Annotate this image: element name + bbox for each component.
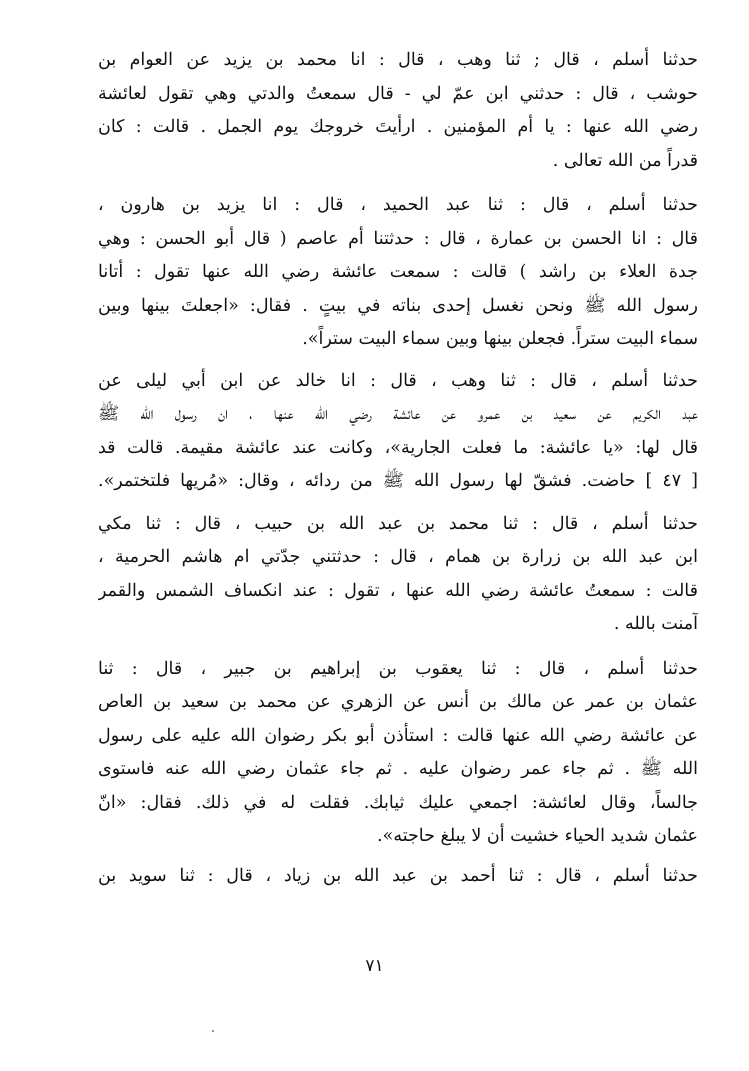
text-line: حدثنا أسلم ، قال ; ثنا وهب ، قال : انا محمد بن يزيد عن العوام بن <box>98 50 698 70</box>
scan-speck <box>212 1030 214 1032</box>
text-line: حدثنا أسلم ، قال : ثنا أحمد بن عبد الله بن زياد ، قال : ثنا سويد بن <box>98 865 698 886</box>
text-line: عبد الكريم عن سعيد بن عمرو عن عائشة رضي الله عنها ، ان رسول الله ﷺ <box>98 404 698 424</box>
text-line: حدثنا أسلم ، قال : ثنا عبد الحميد ، قال : انا يزيد بن هارون ، <box>98 195 698 215</box>
paragraph-1 <box>98 44 698 178</box>
text-line: رضي الله عنها : يا أم المؤمنين . ارأيتَ خروجك يوم الجمل . قالت : كان <box>98 117 698 137</box>
text-line: حدثنا أسلم ، قال : ثنا يعقوب بن إبراهيم بن جبير ، قال : ثنا <box>98 658 698 679</box>
text-line: عن عائشة رضي الله عنها قالت : استأذن أبو بكر رضوان الله عليه على رسول <box>98 725 698 746</box>
text-block <box>98 44 698 893</box>
text-line: الله ﷺ . ثم جاء عمر رضوان عليه . ثم جاء عثمان رضي الله عنه فاستوى <box>98 759 698 779</box>
text-line: رسول الله ﷺ ونحن نغسل إحدى بناته في بيتٍ . فقال: «اجعلتَ بينها وبين <box>98 295 698 316</box>
text-line: حدثنا أسلم ، قال : ثنا وهب ، قال : انا خالد عن ابن أبي ليلى عن <box>98 370 698 391</box>
text-line: حوشب ، قال : حدثني ابن عمّ لي - قال سمعتُ والدتي وهي تقول لعائشة <box>98 83 698 104</box>
paragraph-2 <box>98 189 698 357</box>
paragraph-6 <box>98 860 698 894</box>
text-line: قدراً من الله تعالى . <box>552 150 698 171</box>
text-line: عثمان شديد الحياء خشيت أن لا يبلغ حاجته». <box>377 826 698 846</box>
text-line: جدة العلاء بن راشد ) قالت : سمعت عائشة رضي الله عنها تقول : أتانا <box>98 262 698 282</box>
text-line: آمنت بالله . <box>613 614 698 634</box>
text-line: سماء البيت ستراً. فجعلن بينها وبين سماء البيت ستراً». <box>302 329 698 349</box>
paragraph-5 <box>98 653 698 854</box>
text-line: قال : انا الحسن بن عمارة ، قال : حدثتنا أم عاصم ( قال أبو الحسن : وهي <box>98 228 698 249</box>
text-line: عثمان بن عمر عن مالك بن أنس عن الزهري عن محمد بن سعيد بن العاص <box>98 692 698 712</box>
text-line: [ ٤٧ ] حاضت. فشقّ لها رسول الله ﷺ من ردائه ، وقال: «مُريها فلتختمر». <box>98 471 698 491</box>
text-line: جالساً، وقال لعائشة: اجمعي عليك ثيابك. فقلت له في ذلك. فقال: «انّ <box>98 792 698 813</box>
paragraph-4 <box>98 508 698 642</box>
paragraph-3 <box>98 365 698 499</box>
text-line: قال لها: «يا عائشة: ما فعلت الجارية»، وكانت عند عائشة مقيمة. قالت قد <box>98 437 698 458</box>
text-line: حدثنا أسلم ، قال : ثنا محمد بن عبد الله بن حبيب ، قال : ثنا مكي <box>98 513 698 534</box>
text-line: ابن عبد الله بن زرارة بن همام ، قال : حدثتني جدّتي ام هاشم الحرمية ، <box>98 547 698 567</box>
text-line: قالت : سمعتُ عائشة رضي الله عنها ، تقول : عند انكساف الشمس والقمر <box>98 580 698 601</box>
page-number: ٧١ <box>365 956 384 976</box>
